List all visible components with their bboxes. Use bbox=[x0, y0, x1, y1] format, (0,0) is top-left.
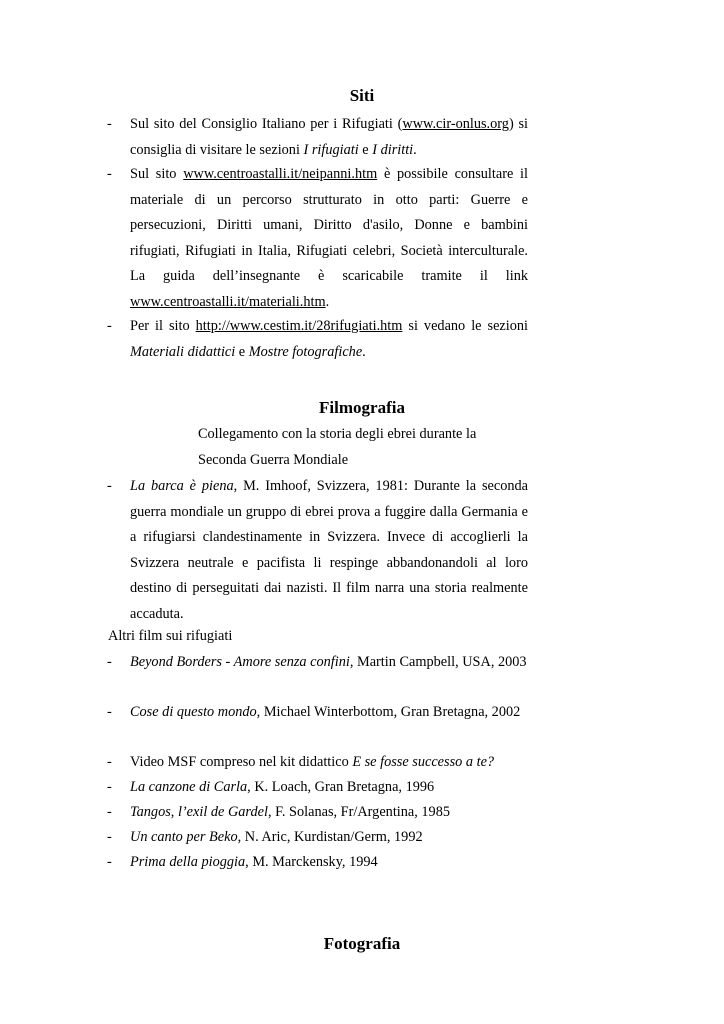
list-item bbox=[108, 700, 528, 726]
list-item bbox=[108, 750, 528, 776]
film-title: La canzone di Carla bbox=[130, 779, 248, 795]
section-name: Materiali didattici bbox=[130, 343, 236, 360]
section-heading-filmografia: Filmografia bbox=[319, 398, 405, 417]
section-name: Mostre fotografiche bbox=[248, 343, 363, 360]
cestim-link[interactable]: http://www.cestim.it/28rifugiati.htm bbox=[195, 318, 403, 334]
section-name: I rifugiati bbox=[303, 141, 359, 158]
film-details: , N. Aric, Kurdistan/Germ, 1992 bbox=[237, 829, 423, 845]
list-dash: - bbox=[107, 829, 112, 845]
list-item-text bbox=[130, 314, 528, 365]
list-item bbox=[108, 850, 528, 876]
film-entry bbox=[130, 825, 528, 851]
list-dash: - bbox=[107, 116, 112, 132]
film-entry bbox=[130, 775, 528, 801]
text-span: . bbox=[362, 343, 366, 360]
list-item-text bbox=[130, 112, 528, 163]
text-span: Sul sito bbox=[130, 166, 184, 182]
film-details: , M. Marckensky, 1994 bbox=[245, 854, 378, 870]
list-dash: - bbox=[107, 854, 112, 870]
film-description: , M. Imhoof, Svizzera, 1981: Durante la seconda guerra mondiale un gruppo di ebrei prova a fuggire dalla Germania e a rifugiarsi clandestinamente in Svizzera. Invece di accoglierli la Svizzera neutrale e pacifista li respinge abbandonandoli al loro destino di perseguitati dai nazisti. Il film narra una storia realmente accaduta. bbox=[130, 478, 528, 622]
film-title: La barca è piena bbox=[130, 478, 234, 494]
list-item-text bbox=[130, 162, 528, 315]
text-span: si vedano le sezioni bbox=[402, 318, 528, 334]
film-details: , K. Loach, Gran Bretagna, 1996 bbox=[247, 779, 435, 795]
text-span: Sul sito del Consiglio Italiano per i Rifugiati ( bbox=[130, 116, 403, 132]
intro-note bbox=[198, 422, 476, 473]
section-name: I diritti bbox=[372, 141, 414, 158]
list-item bbox=[108, 314, 528, 365]
text-span: . bbox=[413, 141, 417, 158]
film-details: , Martin Campbell, USA, 2003 bbox=[349, 654, 527, 670]
text-span: e bbox=[235, 343, 249, 360]
list-item bbox=[108, 650, 528, 676]
list-dash: - bbox=[107, 166, 112, 182]
text-span: e bbox=[358, 141, 373, 158]
film-entry bbox=[130, 800, 528, 826]
list-dash: - bbox=[107, 654, 112, 670]
text-span: . bbox=[325, 293, 330, 310]
list-item bbox=[108, 474, 528, 627]
list-dash: - bbox=[107, 478, 112, 494]
film-entry bbox=[130, 474, 528, 627]
list-dash: - bbox=[107, 704, 112, 720]
film-entry bbox=[130, 850, 528, 876]
film-title: Prima della pioggia bbox=[130, 854, 246, 870]
film-details: Video MSF compreso nel kit didattico bbox=[130, 754, 353, 770]
film-title: E se fosse successo a te? bbox=[352, 754, 495, 770]
film-entry bbox=[130, 750, 528, 776]
intro-line: Collegamento con la storia degli ebrei durante la bbox=[198, 426, 477, 442]
list-item bbox=[108, 775, 528, 801]
film-entry bbox=[130, 700, 528, 726]
text-span: è possibile consultare il materiale di un percorso strutturato in otto parti: Guerre e persecuzioni, Diritti umani, Diritto d'asilo, Donne e bambini rifugiati, Rifugiati in Italia, Rifugiati celebri, Società interculturale. La guida dell’insegnante è scaricabile tramite il link bbox=[130, 166, 528, 284]
list-item bbox=[108, 112, 528, 163]
film-details: Michael Winterbottom, Gran Bretagna, 2002 bbox=[260, 704, 521, 720]
film-title: Tangos, l’exil de Gardel bbox=[130, 804, 268, 820]
section-heading-siti: Siti bbox=[349, 86, 375, 105]
list-item bbox=[108, 800, 528, 826]
altri-film-label: Altri film sui rifugiati bbox=[108, 628, 233, 644]
intro-line: Seconda Guerra Mondiale bbox=[198, 451, 349, 468]
film-entry bbox=[130, 650, 528, 676]
film-title: Un canto per Beko bbox=[130, 829, 238, 845]
list-dash: - bbox=[107, 318, 112, 334]
list-item bbox=[108, 825, 528, 851]
list-dash: - bbox=[107, 804, 112, 820]
film-details: , F. Solanas, Fr/Argentina, 1985 bbox=[267, 804, 450, 820]
list-dash: - bbox=[107, 779, 112, 795]
text-span: Per il sito bbox=[130, 318, 196, 334]
list-dash: - bbox=[107, 754, 112, 770]
text-span: ) si consiglia di visitare le sezioni bbox=[130, 116, 528, 158]
cir-link[interactable]: www.cir-onlus.org bbox=[402, 116, 509, 132]
film-title: Cose di questo mondo, bbox=[130, 704, 261, 720]
film-title: Beyond Borders - Amore senza confini bbox=[130, 654, 350, 670]
section-heading-fotografia: Fotografia bbox=[323, 934, 401, 953]
materiali-link[interactable]: www.centroastalli.it/materiali.htm bbox=[130, 293, 326, 310]
list-item bbox=[108, 162, 528, 315]
centroastalli-link[interactable]: www.centroastalli.it/neipanni.htm bbox=[183, 166, 378, 182]
